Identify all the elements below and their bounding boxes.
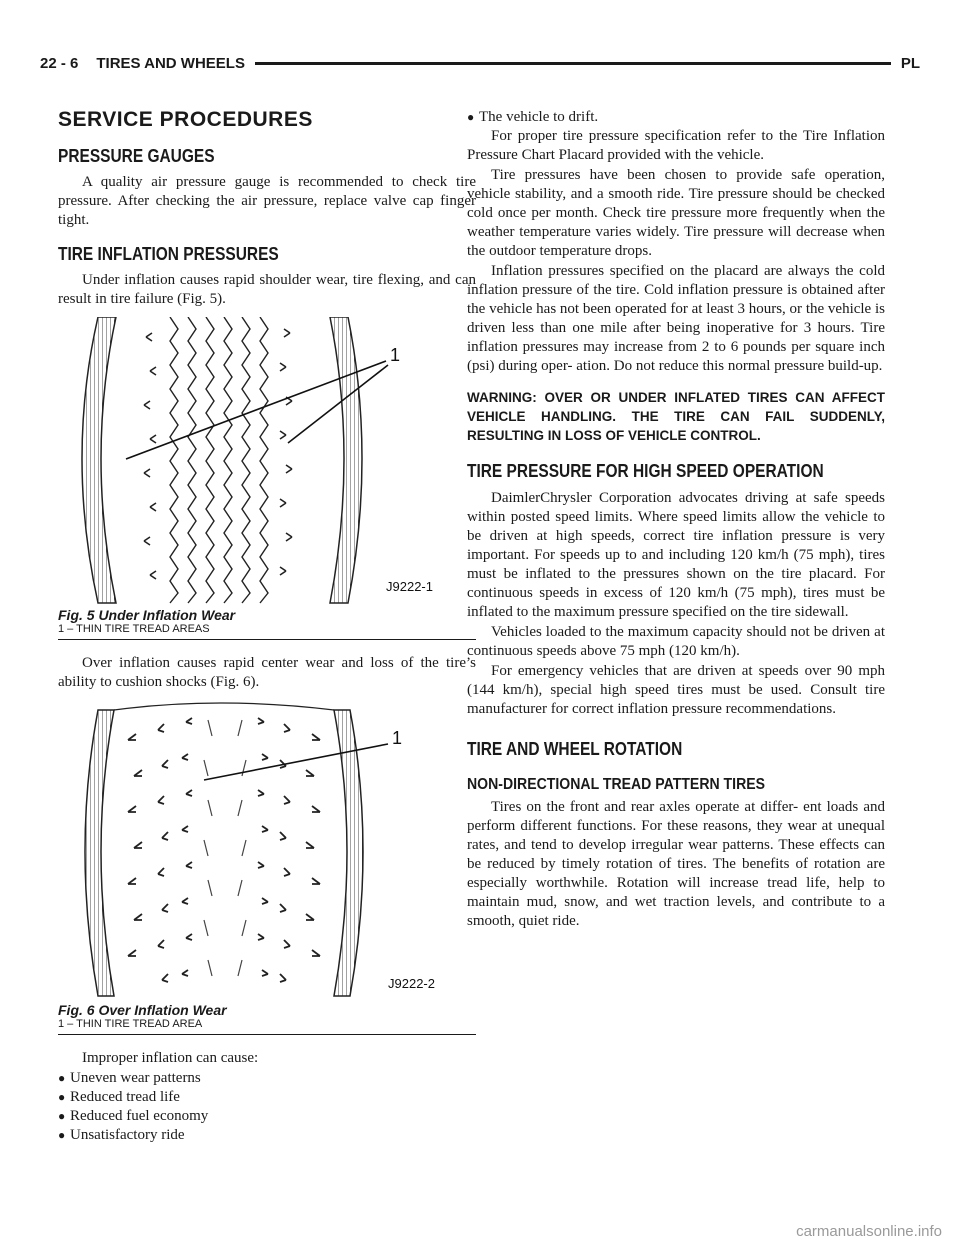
improper-inflation-list [58, 1069, 476, 1145]
fig6-code: J9222-2 [388, 976, 435, 991]
left-column [58, 108, 476, 1145]
cold-inflation-text: Inflation pressures specified on the placard are always the cold inflation pressure of the tire. Cold inflation pressure is obtained after the vehicle has not been operated for at least 3 hours, or the vehicle is driven less than one mile after being inoperative for 3 hours. Tire inflation pressures may increase from 2 to 6 pounds per square inch (psi) during oper- ation. Do not reduce this normal pressure build-up. [467, 263, 885, 374]
list-item: ● Unsatisfactory ride [58, 1127, 185, 1143]
list-item: ● Uneven wear patterns [58, 1070, 201, 1086]
bullet-icon: ● [58, 1128, 66, 1142]
bullet-icon: ● [58, 1090, 66, 1104]
over-inflation-tire-illustration [58, 700, 476, 1000]
header-section-title: TIRES AND WHEELS [96, 54, 245, 72]
warning-text: WARNING: OVER OR UNDER INFLATED TIRES CAN AFFECT VEHICLE HANDLING. THE TIRE CAN FAIL SUDDENLY, RESULTING IN LOSS OF VEHICLE CONTROL. [467, 390, 885, 443]
high-speed-heading: TIRE PRESSURE FOR HIGH SPEED OPERATION [467, 461, 824, 481]
non-directional-heading: NON-DIRECTIONAL TREAD PATTERN TIRES [467, 776, 766, 794]
over-inflation-text: Over inflation causes rapid center wear and loss of the tire’s ability to cushion shocks (Fig. 6). [58, 655, 476, 690]
pressure-gauges-heading: PRESSURE GAUGES [58, 146, 215, 166]
page-number: 22 - 6 [40, 54, 79, 72]
right-column [467, 108, 885, 932]
rotation-text: Tires on the front and rear axles operate at differ- ent loads and perform different functions. For these reasons, they wear at unequal rates, and tend to develop irregular wear patterns. These effects can be reduced by timely rotation of tires. The benefits of rotation are especially worthwhile. Rotation will increase tread life, help to maintain mud, snow, and wet traction levels, and contribute to a smooth, quiet ride. [467, 799, 885, 930]
fig5-legend: 1 – THIN TIRE TREAD AREAS [58, 623, 476, 640]
fig5-callout-number: 1 [390, 345, 401, 365]
fig6-callout-number: 1 [392, 728, 403, 748]
fig6-caption: Fig. 6 Over Inflation Wear [58, 1002, 227, 1018]
header-rule [255, 62, 891, 65]
bullet-icon: ● [58, 1109, 66, 1123]
header-code: PL [900, 54, 920, 72]
figure-5 [58, 317, 476, 640]
fig5-caption: Fig. 5 Under Inflation Wear [58, 607, 236, 623]
bullet-icon: ● [467, 110, 475, 124]
drift-list [467, 108, 885, 127]
figure-6 [58, 700, 476, 1035]
bullet-icon: ● [58, 1071, 66, 1085]
high-speed-text-3: For emergency vehicles that are driven at speeds over 90 mph (144 km/h), special high speed tires must be used. Consult tire manufacturer for correct inflation pressure recommendations. [467, 663, 885, 718]
under-inflation-tire-illustration [58, 317, 476, 605]
fig5-code: J9222-1 [386, 579, 433, 594]
high-speed-text-2: Vehicles loaded to the maximum capacity should not be driven at continuous speeds above 75 mph (120 km/h). [467, 624, 885, 660]
high-speed-text-1: DaimlerChrysler Corporation advocates driving at safe speeds within posted speed limits. Where speed limits allow the vehicle to be driven at high speeds, correct tire inflation pressure is very important. For speeds up to and including 120 km/h (75 mph), tires must be inflated to the pressures shown on the tire placard. For continuous speeds in excess of 120 km/h (75 mph), tires must be inflated to the maximum pressure specified on the tire sidewall. [467, 490, 885, 621]
tire-inflation-heading: TIRE INFLATION PRESSURES [58, 244, 279, 264]
watermark: carmanualsonline.info [796, 1223, 942, 1240]
pressure-gauges-text: A quality air pressure gauge is recommended to check tire pressure. After checking the air pressure, replace valve cap finger tight. [58, 174, 476, 228]
list-item: ● Reduced tread life [58, 1089, 180, 1105]
section-title: SERVICE PROCEDURES [58, 108, 313, 131]
tire-inflation-text: Under inflation causes rapid shoulder wear, tire flexing, and can result in tire failure (Fig. 5). [58, 272, 476, 307]
tire-pressure-text: Tire pressures have been chosen to provide safe operation, vehicle stability, and a smooth ride. Tire pressure should be checked cold once per month. Check tire pressure more frequently when the weather temperature varies widely. Tire pressure will decrease when the outdoor temperature drops. [467, 167, 885, 259]
placard-text: For proper tire pressure specification refer to the Tire Inflation Pressure Chart Placard provided with the vehicle. [467, 128, 885, 163]
page-header [40, 52, 920, 74]
list-item: ● The vehicle to drift. [467, 109, 599, 125]
improper-inflation-intro: Improper inflation can cause: [82, 1050, 259, 1066]
list-item: ● Reduced fuel economy [58, 1108, 209, 1124]
fig6-legend: 1 – THIN TIRE TREAD AREA [58, 1018, 476, 1035]
rotation-heading: TIRE AND WHEEL ROTATION [467, 739, 683, 760]
